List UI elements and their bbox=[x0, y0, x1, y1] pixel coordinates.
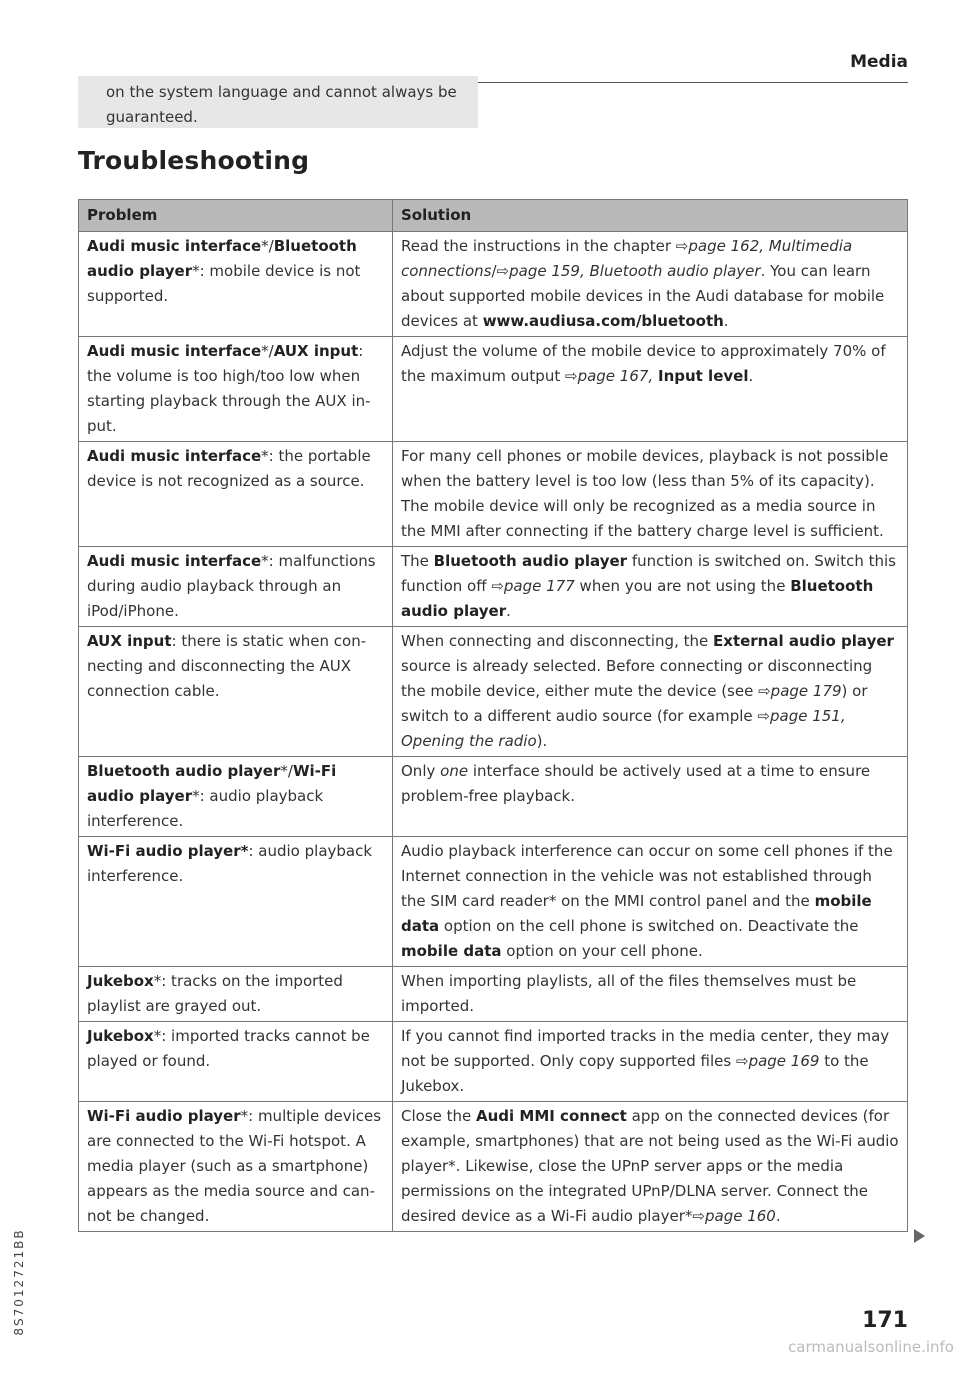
table-row bbox=[79, 547, 908, 627]
page-heading: Troubleshooting bbox=[78, 146, 310, 175]
section-title: Media bbox=[850, 52, 908, 72]
continue-arrow-icon bbox=[914, 1229, 925, 1243]
solution-cell: Only one interface should be actively used at a time to ensure problem-free playback. bbox=[393, 757, 908, 837]
table-row bbox=[79, 837, 908, 967]
problem-cell: Wi-Fi audio player*: multiple devices are connected to the Wi-Fi hotspot. A media player (such as a smartphone) appears as the media source and cannot be changed. bbox=[79, 1102, 393, 1232]
table-header-row bbox=[79, 200, 908, 232]
problem-cell: Bluetooth audio player*/Wi-Fi audio player*: audio playback interference. bbox=[79, 757, 393, 837]
note-text: on the system language and cannot always be guaranteed. bbox=[106, 83, 457, 126]
solution-cell: Close the Audi MMI connect app on the connected devices (for example, smartphones) that are not being used as the Wi-Fi audio player*. Likewise, close the UPnP server apps or the media permissions on the integrated UPnP/DLNA server. Connect the desired device as a Wi-Fi audio player*⇨page 160. bbox=[393, 1102, 908, 1232]
solution-cell: Audio playback interference can occur on some cell phones if the Internet connection in the vehicle was not established through the SIM card reader* on the MMI control panel and the mobile data option on the cell phone is switched on. Deactivate the mobile data option on your cell phone. bbox=[393, 837, 908, 967]
problem-cell: Audi music interface*: malfunctions during audio playback through an iPod/iPhone. bbox=[79, 547, 393, 627]
problem-cell: Audi music interface*/AUX input: the volume is too high/too low when starting playback through the AUX input. bbox=[79, 337, 393, 442]
note-box bbox=[78, 76, 478, 128]
table-row bbox=[79, 1102, 908, 1232]
column-header-problem: Problem bbox=[79, 200, 393, 232]
table-row bbox=[79, 627, 908, 757]
table-row bbox=[79, 757, 908, 837]
problem-cell: AUX input: there is static when connecting and disconnecting the AUX connection cable. bbox=[79, 627, 393, 757]
table-row bbox=[79, 1022, 908, 1102]
solution-cell: For many cell phones or mobile devices, playback is not possible when the battery level is too low (less than 5% of its capacity). The mobile device will only be recognized as a media source in the MMI after connecting if the battery charge level is sufficient. bbox=[393, 442, 908, 547]
solution-cell: Read the instructions in the chapter ⇨page 162, Multimedia connections/⇨page 159, Bluetooth audio player. You can learn about supported mobile devices in the Audi database for mobile devices at www.audiusa.com/bluetooth. bbox=[393, 232, 908, 337]
document-code bbox=[4, 1205, 34, 1375]
table-row bbox=[79, 967, 908, 1022]
solution-cell: When importing playlists, all of the files themselves must be imported. bbox=[393, 967, 908, 1022]
problem-cell: Jukebox*: imported tracks cannot be played or found. bbox=[79, 1022, 393, 1102]
solution-cell: If you cannot find imported tracks in the media center, they may not be supported. Only copy supported files ⇨page 169 to the Jukebox. bbox=[393, 1022, 908, 1102]
page-number: 171 bbox=[862, 1308, 908, 1333]
column-header-solution: Solution bbox=[393, 200, 908, 232]
problem-cell: Audi music interface*: the portable device is not recognized as a source. bbox=[79, 442, 393, 547]
table-row bbox=[79, 232, 908, 337]
solution-cell: Adjust the volume of the mobile device to approximately 70% of the maximum output ⇨page 167, Input level. bbox=[393, 337, 908, 442]
problem-cell: Jukebox*: tracks on the imported playlist are grayed out. bbox=[79, 967, 393, 1022]
table-row bbox=[79, 442, 908, 547]
solution-cell: The Bluetooth audio player function is switched on. Switch this function off ⇨page 177 when you are not using the Bluetooth audio player. bbox=[393, 547, 908, 627]
table-row bbox=[79, 337, 908, 442]
troubleshooting-table bbox=[78, 199, 908, 1232]
solution-cell: When connecting and disconnecting, the External audio player source is already selected. Before connecting or disconnecting the mobile device, either mute the device (see ⇨page 179) or switch to a different audio source (for example ⇨page 151, Opening the radio). bbox=[393, 627, 908, 757]
problem-cell: Audi music interface*/Bluetooth audio player*: mobile device is not supported. bbox=[79, 232, 393, 337]
problem-cell: Wi-Fi audio player*: audio playback interference. bbox=[79, 837, 393, 967]
watermark: carmanualsonline.info bbox=[788, 1338, 954, 1356]
document-code-text: 8S7012721BB bbox=[12, 1228, 26, 1336]
